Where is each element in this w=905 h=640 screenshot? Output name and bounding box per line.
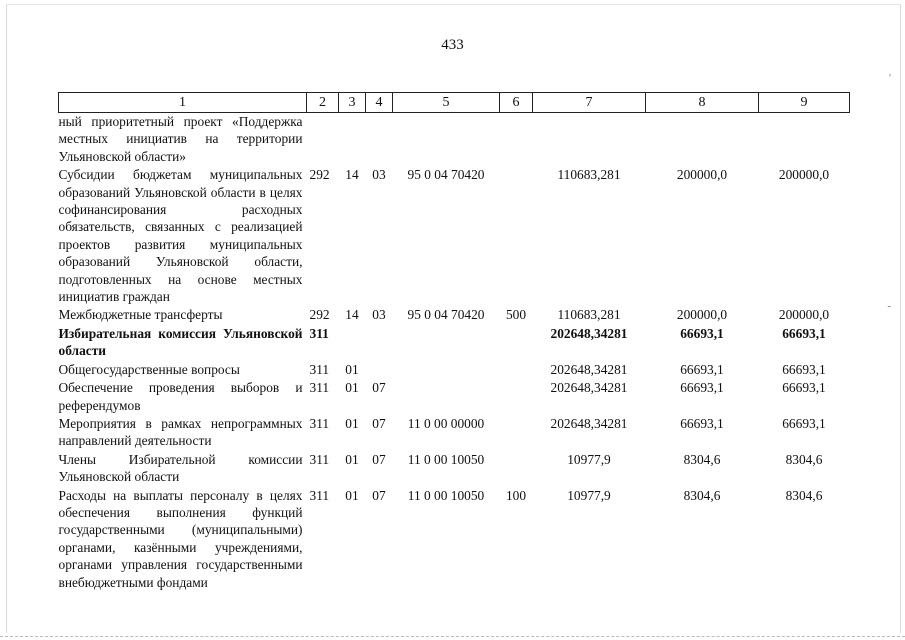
column-header: 8 — [646, 93, 759, 113]
cell-amount-col7: 202648,34281 — [550, 415, 628, 431]
cell-amount-col9: 66693,1 — [782, 361, 826, 377]
cell-target-article — [393, 324, 500, 360]
page-number: 433 — [441, 37, 464, 53]
cell-amount-col8: 8304,6 — [683, 487, 721, 503]
cell-expense-type — [500, 324, 533, 360]
cell-ministry-code: 292 — [309, 307, 330, 323]
table-row — [59, 450, 850, 486]
cell-amount-col8: 200000,0 — [676, 307, 728, 323]
cell-target-article: 11 0 00 10050 — [407, 487, 485, 503]
cell-section — [339, 113, 366, 166]
column-header: 3 — [339, 93, 366, 113]
cell-ministry-code: 311 — [309, 451, 330, 467]
cell-section — [339, 324, 366, 360]
table-row — [59, 113, 850, 166]
cell-amount-col9: 8304,6 — [785, 487, 823, 503]
cell-amount-col7: 202648,34281 — [550, 325, 628, 341]
cell-amount-col8: 66693,1 — [680, 325, 724, 341]
cell-target-article: 95 0 04 70420 — [407, 307, 485, 323]
cell-expense-type — [500, 450, 533, 486]
column-header: 6 — [500, 93, 533, 113]
cell-name: Расходы на выплаты персоналу в целях обеспечения выполнения функций государственными (муниципальными) органами, казёнными учреждениями, органами управления государственными внебюджетными фондами — [58, 487, 303, 590]
table-row — [59, 486, 850, 591]
cell-subsection — [366, 113, 393, 166]
scan-mark: - — [887, 300, 891, 312]
cell-amount-col9: 66693,1 — [782, 380, 826, 396]
cell-ministry-code: 311 — [309, 487, 330, 503]
table-body — [59, 113, 850, 591]
cell-amount-col9: 66693,1 — [782, 415, 826, 431]
column-header: 4 — [366, 93, 393, 113]
cell-section: 01 — [345, 380, 359, 396]
cell-amount-col7: 110683,281 — [557, 167, 621, 183]
cell-name: Межбюджетные трансферты — [58, 307, 223, 323]
cell-target-article: 95 0 04 70420 — [407, 167, 485, 183]
table-row — [59, 378, 850, 414]
cell-subsection: 07 — [372, 451, 386, 467]
cell-amount-col9 — [759, 113, 850, 166]
cell-expense-type — [500, 360, 533, 378]
cell-subsection — [366, 360, 393, 378]
cell-name: Члены Избирательной комиссии Ульяновской области — [58, 451, 303, 485]
cell-expense-type — [500, 113, 533, 166]
cell-section: 14 — [345, 167, 359, 183]
table-row — [59, 360, 850, 378]
cell-amount-col8: 66693,1 — [680, 361, 724, 377]
cell-amount-col8: 66693,1 — [680, 380, 724, 396]
cell-expense-type: 100 — [505, 487, 527, 503]
cell-subsection — [366, 324, 393, 360]
cell-target-article: 11 0 00 10050 — [407, 451, 485, 467]
cell-name: Субсидии бюджетам муниципальных образований Ульяновской области в целях софинансирования расходных обязательств, связанных с реализацией проектов развития муниципальных образований Ульяновской области, подготовленных на основе местных инициатив граждан — [58, 167, 303, 305]
cell-amount-col7: 10977,9 — [567, 487, 611, 503]
column-header: 5 — [393, 93, 500, 113]
cell-name: Обеспечение проведения выборов и референдумов — [58, 380, 303, 413]
column-header: 7 — [533, 93, 646, 113]
column-header: 2 — [307, 93, 339, 113]
table-row — [59, 165, 850, 305]
cell-section: 14 — [345, 307, 359, 323]
cell-amount-col9: 200000,0 — [778, 167, 830, 183]
scan-mark: ' — [889, 72, 891, 84]
cell-section: 01 — [345, 487, 359, 503]
cell-amount-col7: 202648,34281 — [550, 361, 628, 377]
cell-ministry-code: 311 — [309, 325, 329, 341]
cell-expense-type — [500, 414, 533, 450]
cell-section: 01 — [345, 451, 359, 467]
cell-subsection: 07 — [372, 415, 386, 431]
cell-expense-type — [500, 378, 533, 414]
cell-section: 01 — [345, 415, 359, 431]
column-header: 1 — [59, 93, 307, 113]
column-header: 9 — [759, 93, 850, 113]
budget-table — [58, 92, 850, 591]
cell-amount-col7: 202648,34281 — [550, 380, 628, 396]
cell-ministry-code: 311 — [309, 415, 330, 431]
cell-name: Избирательная комиссия Ульяновской области — [58, 325, 303, 359]
table-row — [59, 414, 850, 450]
cell-subsection: 03 — [372, 167, 386, 183]
cell-amount-col8: 8304,6 — [683, 451, 721, 467]
cell-ministry-code — [307, 113, 339, 166]
cell-amount-col7: 10977,9 — [567, 451, 611, 467]
cell-subsection: 07 — [372, 487, 386, 503]
cell-amount-col9: 66693,1 — [782, 325, 826, 341]
cell-amount-col8: 66693,1 — [680, 415, 724, 431]
cell-subsection: 07 — [372, 380, 386, 396]
cell-amount-col8 — [646, 113, 759, 166]
cell-name: ный приоритетный проект «Поддержка местных инициатив на территории Ульяновской области» — [58, 114, 303, 164]
cell-amount-col7 — [533, 113, 646, 166]
cell-target-article: 11 0 00 00000 — [407, 415, 485, 431]
cell-amount-col9: 8304,6 — [785, 451, 823, 467]
cell-expense-type: 500 — [505, 307, 527, 323]
scan-edge-line — [0, 636, 905, 637]
cell-ministry-code: 311 — [309, 380, 330, 396]
cell-expense-type — [500, 165, 533, 305]
cell-amount-col8: 200000,0 — [676, 167, 728, 183]
cell-name: Мероприятия в рамках непрограммных направлений деятельности — [58, 415, 303, 449]
cell-target-article — [393, 113, 500, 166]
table-header-row — [59, 93, 850, 113]
cell-amount-col7: 110683,281 — [557, 307, 621, 323]
table-row — [59, 324, 850, 360]
cell-target-article — [393, 360, 500, 378]
cell-amount-col9: 200000,0 — [778, 307, 830, 323]
cell-subsection: 03 — [372, 307, 386, 323]
table-row — [59, 305, 850, 323]
cell-target-article — [393, 378, 500, 414]
cell-ministry-code: 311 — [309, 361, 330, 377]
cell-ministry-code: 292 — [309, 167, 330, 183]
cell-section: 01 — [345, 361, 359, 377]
cell-name: Общегосударственные вопросы — [58, 361, 240, 377]
